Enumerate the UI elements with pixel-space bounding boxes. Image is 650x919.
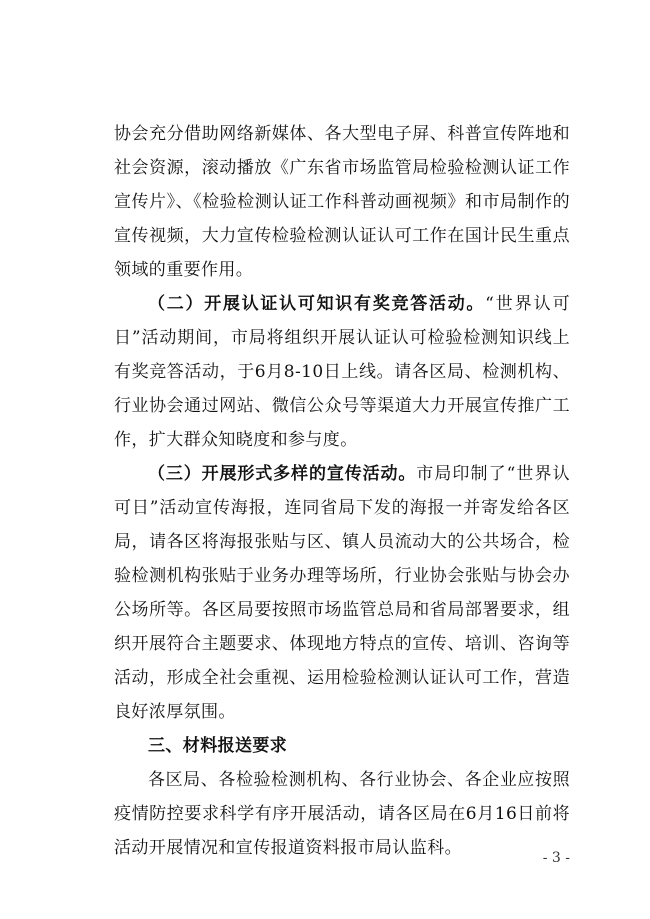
paragraph-text: 各区局、各检验检测机构、各行业协会、各企业应按照疫情防控要求科学有序开展活动，请各区局在6月16日前将活动开展情况和宣传报道资料报市局认监科。 <box>114 770 570 858</box>
submission-requirements-paragraph <box>114 763 570 865</box>
document-body <box>114 117 570 865</box>
publicity-activity-paragraph <box>114 457 570 729</box>
paragraph-text: 协会充分借助网络新媒体、各大型电子屏、科普宣传阵地和社会资源，滚动播放《广东省市场监管局检验检测认证工作宣传片》、《检验检测认证工作科普动画视频》和市局制作的宣传视频，大力宣传检验检测认证认可工作在国计民生重点领域的重要作用。 <box>114 124 570 280</box>
section-heading: 三、材料报送要求 <box>148 736 288 756</box>
paragraph-text: 市局印制了“世界认可日”活动宣传海报，连同省局下发的海报一并寄发给各区局，请各区将海报张贴与区、镇人员流动大的公共场合，检验检测机构张贴于业务办理等场所，行业协会张贴与协会办公场所等。各区局要按照市场监管总局和省局部署要求，组织开展符合主题要求、体现地方特点的宣传、培训、咨询等活动，形成全社会重视、运用检验检测认证认可工作，营造良好浓厚氛围。 <box>114 464 571 722</box>
paragraph-lead: （三）开展形式多样的宣传活动。 <box>148 464 417 484</box>
paragraph-text: “世界认可日”活动期间，市局将组织开展认证认可检验检测知识线上有奖竞答活动，于6月8-10日上线。请各区局、检测机构、行业协会通过网站、微信公众号等渠道大力开展宣传推广工作，扩大群众知晓度和参与度。 <box>114 294 570 450</box>
quiz-activity-paragraph <box>114 287 570 457</box>
continuation-paragraph <box>114 117 570 287</box>
paragraph-lead: （二）开展认证认可知识有奖竞答活动。 <box>148 294 486 314</box>
page-number: - 3 - <box>542 850 570 866</box>
